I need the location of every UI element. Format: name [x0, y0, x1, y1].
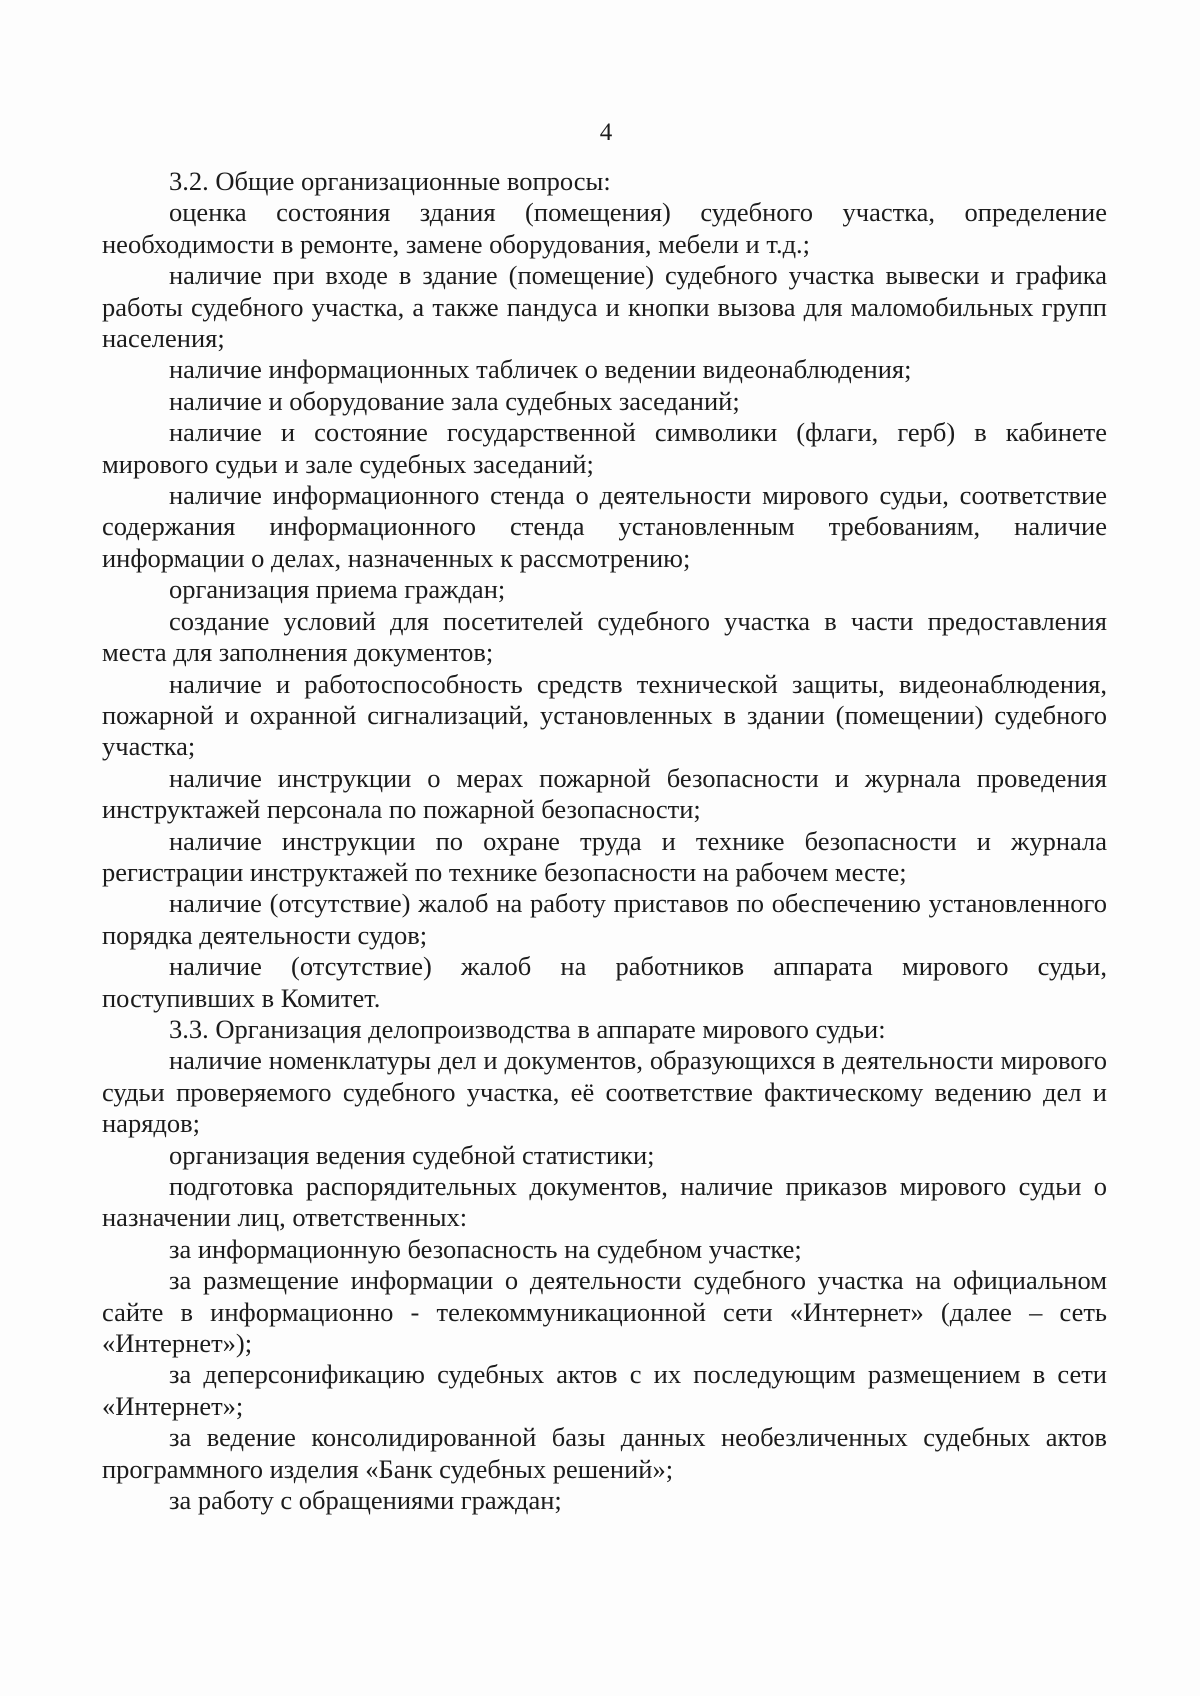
document-body — [102, 166, 1107, 1516]
paragraph: организация ведения судебной статистики; — [169, 1139, 655, 1170]
paragraph: создание условий для посетителей судебного участка в части предоставления места для заполнения документов; — [102, 605, 1107, 668]
paragraph: наличие инструкции по охране труда и технике безопасности и журнала регистрации инструктажей по технике безопасности на рабочем месте; — [102, 825, 1107, 887]
page-number: 4 — [599, 119, 613, 146]
paragraph: за размещение информации о деятельности судебного участка на официальном сайте в информационно - телекоммуникационной сети «Интернет» (далее – сеть «Интернет»); — [102, 1265, 1107, 1359]
paragraph: за ведение консолидированной базы данных необезличенных судебных актов программного изделия «Банк судебных решений»; — [102, 1422, 1107, 1484]
section-heading-3-3: 3.3. Организация делопроизводства в аппарате мирового судьи: — [169, 1013, 886, 1044]
paragraph: за работу с обращениями граждан; — [169, 1485, 562, 1516]
paragraph: наличие номенклатуры дел и документов, образующихся в деятельности мирового судьи проверяемого судебного участка, её соответствие фактическому ведению дел и нарядов; — [102, 1045, 1107, 1139]
paragraph: организация приема граждан; — [169, 574, 506, 605]
paragraph: наличие и состояние государственной символики (флаги, герб) в кабинете мирового судьи и зале судебных заседаний; — [102, 417, 1107, 479]
paragraph: наличие и оборудование зала судебных заседаний; — [169, 385, 740, 416]
paragraph: наличие информационных табличек о ведении видеонаблюдения; — [169, 354, 912, 385]
paragraph: подготовка распорядительных документов, наличие приказов мирового судьи о назначении лиц, ответственных: — [102, 1171, 1107, 1233]
section-heading-3-2: 3.2. Общие организационные вопросы: — [169, 166, 611, 196]
paragraph: наличие (отсутствие) жалоб на работников аппарата мирового судьи, поступивших в Комитет. — [102, 951, 1107, 1013]
paragraph: за информационную безопасность на судебном участке; — [169, 1233, 802, 1264]
paragraph: за деперсонификацию судебных актов с их последующим размещением в сети «Интернет»; — [102, 1359, 1107, 1421]
paragraph: оценка состояния здания (помещения) судебного участка, определение необходимости в ремонте, замене оборудования, мебели и т.д.; — [102, 197, 1107, 259]
paragraph: наличие (отсутствие) жалоб на работу приставов по обеспечению установленного порядка деятельности судов; — [102, 888, 1107, 950]
paragraph: наличие при входе в здание (помещение) судебного участка вывески и графика работы судебного участка, а также пандуса и кнопки вызова для маломобильных групп населения; — [102, 260, 1107, 354]
paragraph: наличие инструкции о мерах пожарной безопасности и журнала проведения инструктажей персонала по пожарной безопасности; — [102, 762, 1107, 825]
paragraph: наличие и работоспособность средств технической защиты, видеонаблюдения, пожарной и охранной сигнализаций, установленных в здании (помещении) судебного участка; — [102, 668, 1107, 762]
paragraph: наличие информационного стенда о деятельности мирового судьи, соответствие содержания информационного стенда установленным требованиям, наличие информации о делах, назначенных к рассмотрению; — [102, 480, 1107, 573]
